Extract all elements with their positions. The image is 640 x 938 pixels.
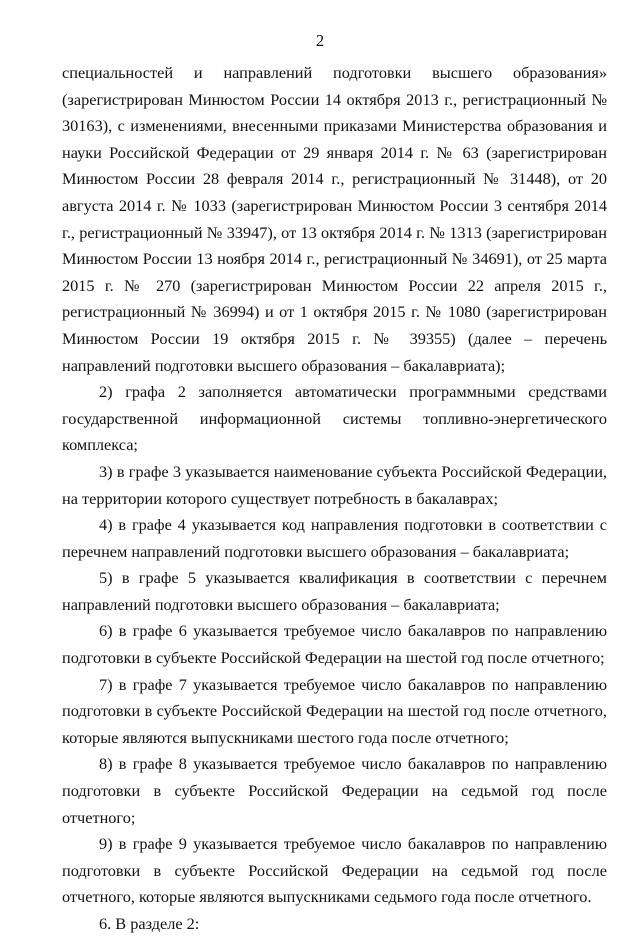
paragraph-item-5: 5) в графе 5 указывается квалификация в соответствии с перечнем направлений подготовки высшего образования – бакалавриата; — [62, 568, 607, 614]
document-body — [62, 60, 607, 938]
paragraph-item-6: 6) в графе 6 указывается требуемое число бакалавров по направлению подготовки в субъекте Российской Федерации на шестой год после отчетного; — [62, 621, 607, 668]
paragraph-continuation: специальностей и направлений подготовки высшего образования» (зарегистрирован Минюстом России 14 октября 2013 г., регистрационный № 30163), с изменениями, внесенными приказами Министерства образования и науки Российской Федерации от 29 января 2014 г. № 63 (зарегистрирован Минюстом России 28 февраля 2014 г., регистрационный № 31448), от 20 августа 2014 г. № 1033 (зарегистрирован Минюстом России 3 сентября 2014 г., регистрационный № 33947), от 13 октября 2014 г. № 1313 (зарегистрирован Минюстом России 13 ноября 2014 г., регистрационный № 34691), от 25 марта 2015 г. № 270 (зарегистрирован Минюстом России 22 апреля 2015 г., регистрационный № 36994) и от 1 октября 2015 г. № 1080 (зарегистрирован Минюстом России 19 октября 2015 г. № 39355) (далее – перечень направлений подготовки высшего образования – бакалавриата); — [62, 63, 607, 375]
paragraph-item-2: 2) графа 2 заполняется автоматически программными средствами государственной информационной системы топливно-энергетического комплекса; — [62, 382, 607, 455]
page-number: 2 — [315, 31, 325, 50]
section-heading-6: 6. В разделе 2: — [99, 914, 200, 933]
paragraph-item-9: 9) в графе 9 указывается требуемое число бакалавров по направлению подготовки в субъекте Российской Федерации на седьмой год после отчетного, которые являются выпускниками седьмого года после отчетного. — [62, 834, 607, 907]
paragraph-item-4: 4) в графе 4 указывается код направления подготовки в соответствии с перечнем направлений подготовки высшего образования – бакалавриата; — [62, 515, 607, 561]
paragraph-item-8: 8) в графе 8 указывается требуемое число бакалавров по направлению подготовки в субъекте Российской Федерации на седьмой год после отчетного; — [62, 754, 607, 827]
paragraph-item-7: 7) в графе 7 указывается требуемое число бакалавров по направлению подготовки в субъекте Российской Федерации на шестой год после отчетного, которые являются выпускниками шестого года после отчетного; — [62, 674, 607, 747]
paragraph-item-3: 3) в графе 3 указывается наименование субъекта Российской Федерации, на территории которого существует потребность в бакалаврах; — [62, 461, 607, 508]
